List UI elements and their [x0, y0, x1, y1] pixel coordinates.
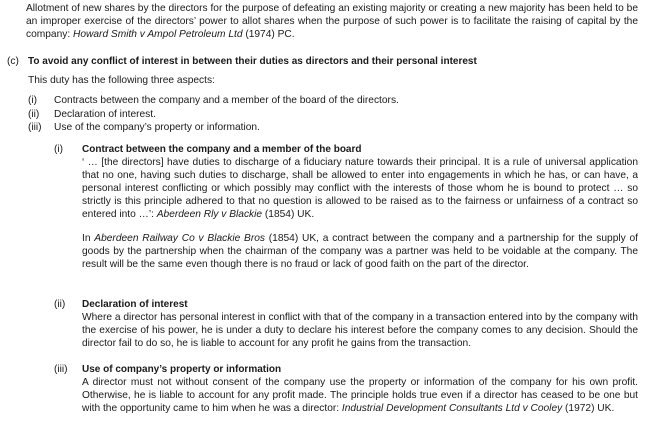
intro-paragraph	[26, 2, 638, 41]
subsection-contract	[82, 143, 638, 271]
subsection-number: (i)	[54, 144, 64, 155]
case-paragraph	[82, 232, 638, 271]
section-label: (c)	[7, 56, 19, 67]
aspect-item	[28, 121, 260, 134]
case-citation: Aberdeen Railway Co v Blackie Bros	[94, 233, 265, 244]
subsection-title: Contract between the company and a member of the board	[82, 144, 362, 155]
subsection-title: Use of company’s property or information	[82, 364, 282, 375]
case-citation: Aberdeen Rly v Blackie	[156, 209, 263, 220]
aspect-text: Contracts between the company and a member of the board of the directors.	[54, 95, 399, 106]
aspect-text: Use of the company’s property or information.	[54, 122, 260, 133]
aspect-item	[28, 108, 156, 121]
case-citation: Howard Smith v Ampol Petroleum Ltd	[73, 29, 243, 40]
subsection-number: (iii)	[54, 364, 68, 375]
aspect-item	[28, 94, 399, 107]
aspect-text: Declaration of interest.	[54, 109, 156, 120]
aspects-intro: This duty has the following three aspects:	[28, 75, 215, 86]
subsection-text: Where a director has personal interest in conflict with that of the company in a transaction entered into by the company with the exercise of his power, he is under a duty to declare his interest before the company comes to any decision. Should the director fail to do so, he is liable to account for any profit he gains from the transaction.	[82, 312, 638, 349]
case-citation: Industrial Development Consultants Ltd v Cooley	[341, 403, 563, 414]
subsection-title: Declaration of interest	[82, 299, 188, 310]
subsection-declaration	[82, 298, 638, 350]
intro-text: Allotment of new shares by the directors for the purpose of defeating an existing majority or creating a new majority has been held to be an improper exercise of the directors’ power to allot shares when the purpose of such power is to facilitate the raising of capital by the company:	[26, 3, 638, 40]
para-lead: In	[82, 233, 95, 244]
para-text: (1854) UK, a contract between the company and a partnership for the supply of goods by the partnership when the chairman of the company was a partner was held to be voidable at the company. The result will be the same even though there is no fraud or lack of good faith on the part of the director.	[82, 233, 639, 270]
aspect-number: (iii)	[28, 122, 42, 133]
subsection-property	[82, 363, 638, 415]
subsection-tail: (1972) UK.	[562, 403, 615, 414]
aspect-number: (i)	[28, 95, 38, 106]
subsection-body: A director must not without consent of the company use the property or information of the company for his own profit. Otherwise, he is liable to account for any profit made. The principle holds true even if a director has ceased to be one but with the opportunity came to him when he was a director:	[82, 377, 638, 414]
section-heading: To avoid any conflict of interest in between their duties as directors and their personal interest	[28, 56, 477, 67]
subsection-number: (ii)	[54, 299, 66, 310]
subsection-text	[82, 376, 638, 415]
quote-paragraph	[82, 156, 638, 221]
aspect-number: (ii)	[28, 109, 40, 120]
intro-text-tail: (1974) PC.	[242, 29, 295, 40]
quote-tail: (1854) UK.	[262, 209, 315, 220]
quote-text: ‘ … [the directors] have duties to discharge of a fiduciary nature towards their principal. It is a rule of universal application that no one, having such duties to discharge, shall be allowed to enter into engagements in which he has, or can have, a personal interest conflicting or which possibly may conflict with the interests of those whom he is bound to protect … so strictly is this principle adhered to that no question is allowed to be raised as to the fairness or unfairness of a contract so entered into …’:	[82, 157, 638, 220]
